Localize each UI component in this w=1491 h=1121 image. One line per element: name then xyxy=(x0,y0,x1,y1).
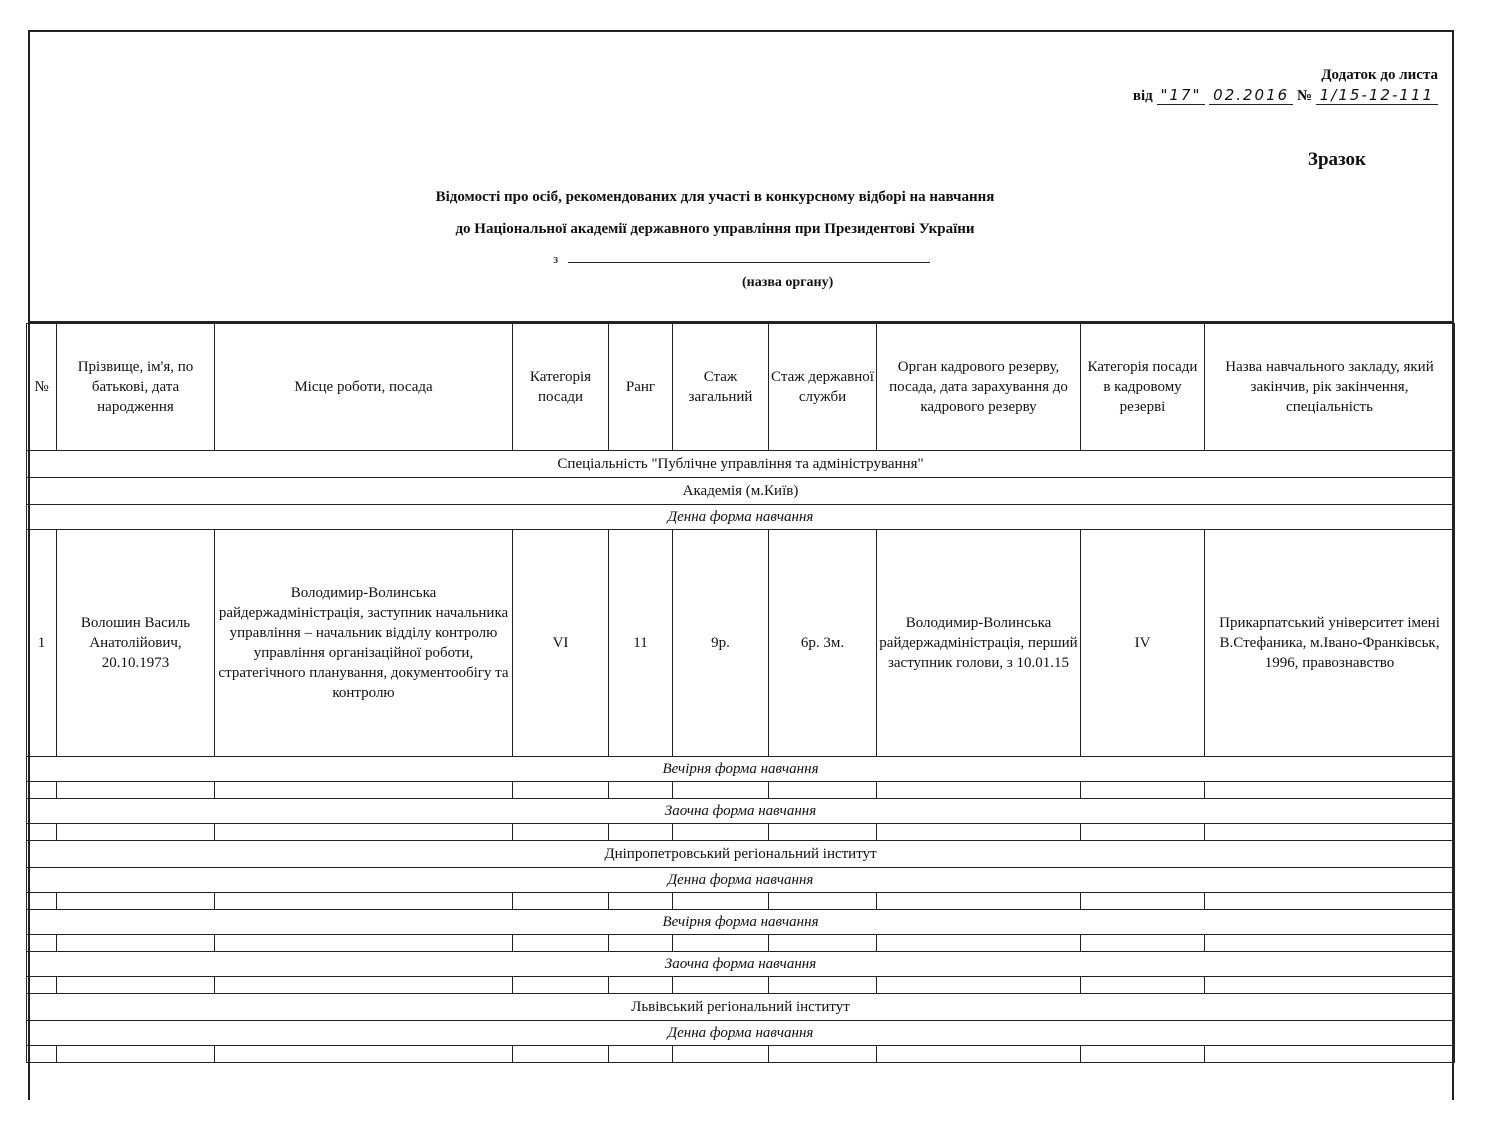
from-label: з xyxy=(553,251,559,266)
empty-row xyxy=(27,824,1455,841)
annex-date: 02.2016 xyxy=(1209,86,1293,105)
col-reserve: Орган кадрового резерву, посада, дата зарахування до кадрового резерву xyxy=(877,324,1081,451)
document-page xyxy=(28,30,1454,1100)
annex-no-prefix: № xyxy=(1296,88,1313,104)
academy-kyiv-row: Академія (м.Київ) xyxy=(27,478,1455,505)
empty-row xyxy=(27,935,1455,952)
form-day-row: Денна форма навчання xyxy=(27,1021,1455,1046)
empty-row xyxy=(27,782,1455,799)
col-workplace: Місце роботи, посада xyxy=(215,324,513,451)
form-evening-row: Вечірня форма навчання xyxy=(27,757,1455,782)
annex-title: Додаток до листа xyxy=(1321,67,1438,83)
document-header xyxy=(30,32,1452,322)
table-row xyxy=(27,530,1455,757)
annex-block xyxy=(1133,65,1438,106)
annex-number: 1/15-12-111 xyxy=(1316,86,1438,105)
form-extramural-row: Заочна форма навчання xyxy=(27,799,1455,824)
form-extramural-row: Заочна форма навчання xyxy=(27,952,1455,977)
cell-workplace: Володимир-Волинська райдержадміністрація, заступник начальника управління – начальник відділу контролю управління організаційної роботи, стратегічного планування, документообігу та контролю xyxy=(215,530,513,757)
annex-day: "17" xyxy=(1157,86,1206,105)
sample-label: Зразок xyxy=(1307,149,1366,170)
organ-blank xyxy=(568,250,930,263)
form-evening-row: Вечірня форма навчання xyxy=(27,910,1455,935)
table-header-row xyxy=(27,324,1455,451)
col-rank: Ранг xyxy=(609,324,673,451)
form-day-row: Денна форма навчання xyxy=(27,868,1455,893)
organ-line xyxy=(553,250,930,267)
specialty-row: Спеціальність "Публічне управління та адміністрування" xyxy=(27,451,1455,478)
col-total-exp: Стаж загальний xyxy=(673,324,769,451)
organ-caption: (назва органу) xyxy=(742,275,834,290)
institute-dnipro-row: Дніпропетровський регіональний інститут xyxy=(27,841,1455,868)
institute-lviv-row: Львівський регіональний інститут xyxy=(27,994,1455,1021)
annex-from-prefix: від xyxy=(1132,88,1153,104)
empty-row xyxy=(27,893,1455,910)
col-reserve-category: Категорія посади в кадровому резерві xyxy=(1081,324,1205,451)
cell-category: VI xyxy=(513,530,609,757)
cell-reserve-category: IV xyxy=(1081,530,1205,757)
cell-total-exp: 9р. xyxy=(673,530,769,757)
col-education: Назва навчального закладу, який закінчив, рік закінчення, спеціальність xyxy=(1205,324,1455,451)
empty-row xyxy=(27,1046,1455,1063)
empty-row xyxy=(27,977,1455,994)
cell-name: Волошин Василь Анатолійович, 20.10.1973 xyxy=(57,530,215,757)
form-day-row: Денна форма навчання xyxy=(27,505,1455,530)
col-name: Прізвище, ім'я, по батькові, дата народження xyxy=(57,324,215,451)
cell-no: 1 xyxy=(27,530,57,757)
document-title-line2: до Національної академії державного управління при Президентові України xyxy=(455,221,975,237)
cell-rank: 11 xyxy=(609,530,673,757)
annex-ref-line xyxy=(1133,85,1438,106)
cell-education: Прикарпатський університет імені В.Стефаника, м.Івано-Франківськ, 1996, правознавство xyxy=(1205,530,1455,757)
cell-civil-exp: 6р. 3м. xyxy=(769,530,877,757)
candidates-table xyxy=(26,323,1455,1063)
col-category: Категорія посади xyxy=(513,324,609,451)
cell-reserve: Володимир-Волинська райдержадміністрація, перший заступник голови, з 10.01.15 xyxy=(877,530,1081,757)
document-title-line1: Відомості про осіб, рекомендованих для участі в конкурсному відборі на навчання xyxy=(435,189,995,205)
col-civil-exp: Стаж державної служби xyxy=(769,324,877,451)
col-no: № xyxy=(27,324,57,451)
